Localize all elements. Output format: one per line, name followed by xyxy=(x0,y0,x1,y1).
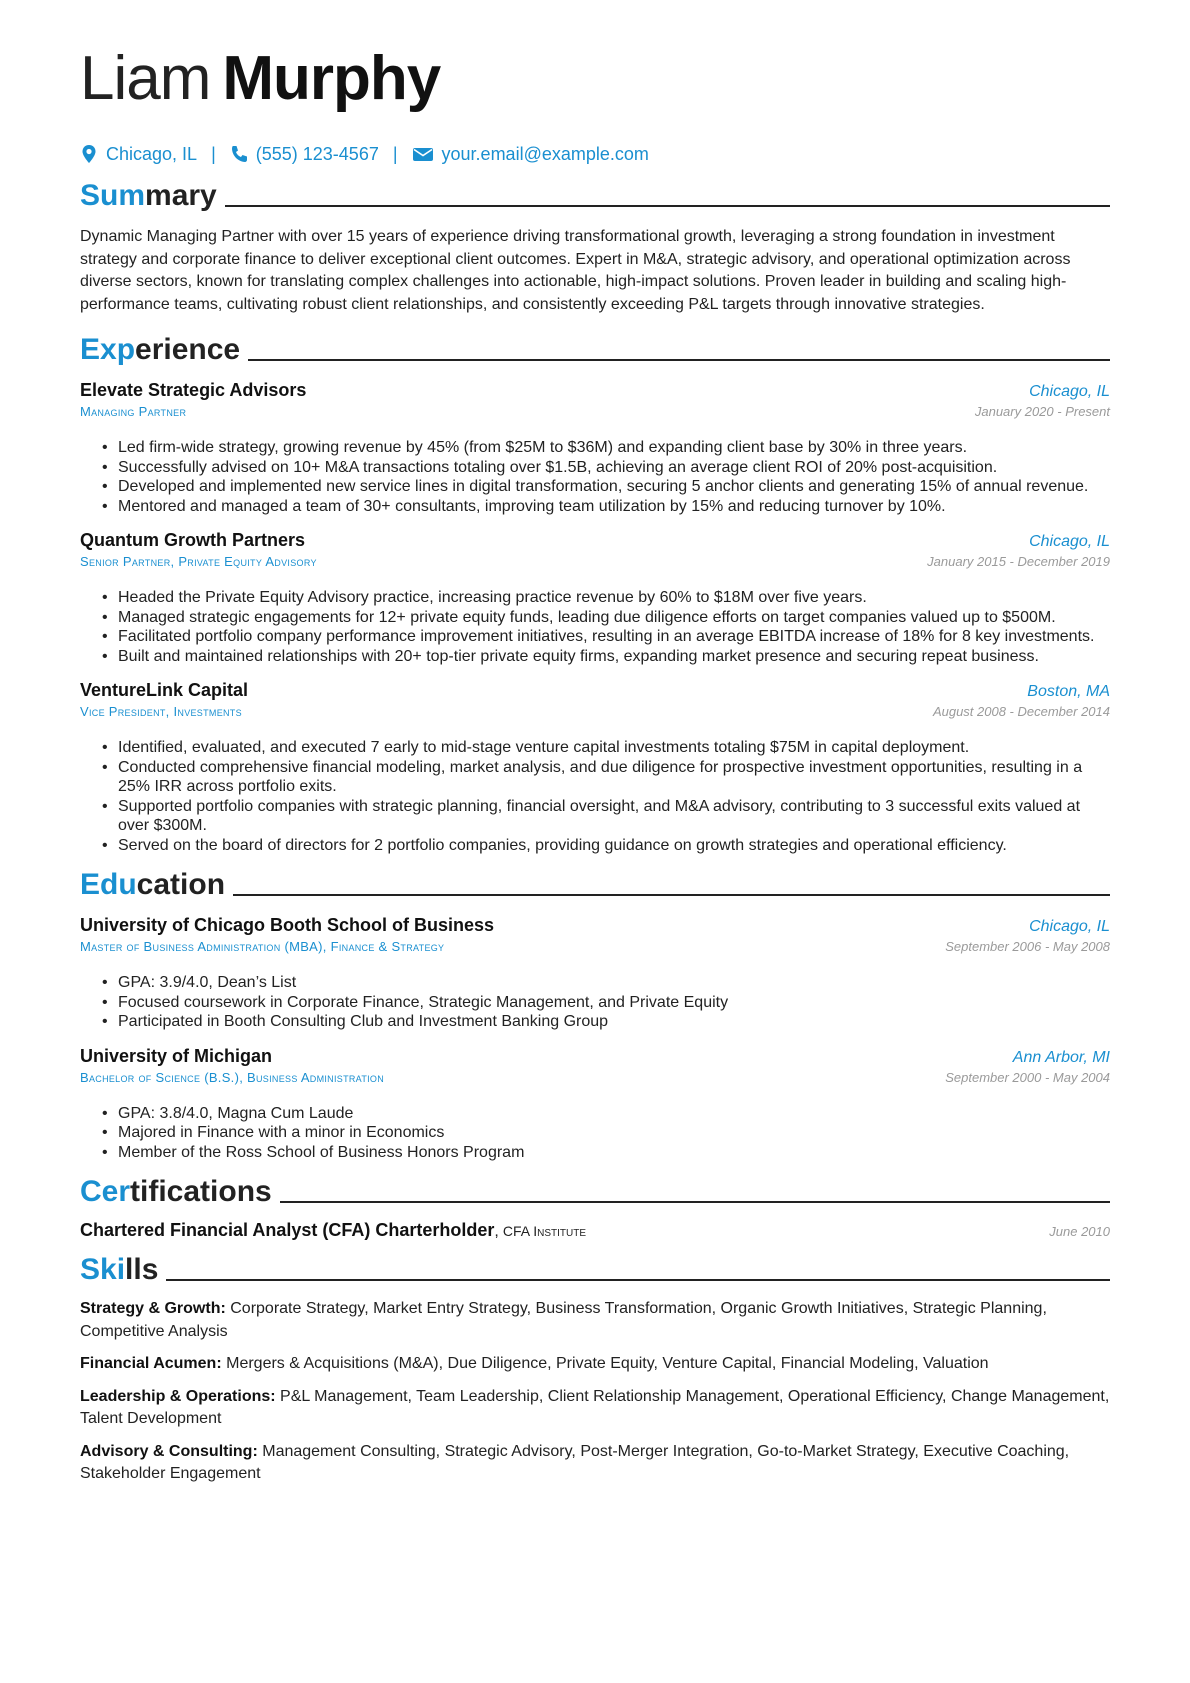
heading-rule xyxy=(225,205,1110,207)
skill-group xyxy=(80,1386,1110,1431)
list-item: • Led firm-wide strategy, growing revenue by 45% (from $25M to $36M) and expanding client base by 30% in three years. xyxy=(80,438,1110,458)
list-item: • Conducted comprehensive financial modeling, market analysis, and due diligence for prospective investment opportunities, resulting in a 25% IRR across portfolio exits. xyxy=(80,758,1110,797)
phone-text: (555) 123-4567 xyxy=(255,143,379,164)
experience-entry xyxy=(80,380,1110,516)
candidate-name xyxy=(80,0,1110,118)
first-name: Liam xyxy=(80,44,211,113)
education-detail-list xyxy=(80,973,1110,1032)
experience-heading xyxy=(80,328,1110,368)
list-item: • Participated in Booth Consulting Club and Investment Banking Group xyxy=(80,1012,1110,1032)
summary-text: Dynamic Managing Partner with over 15 years of experience driving transformational growth, leveraging a strong foundation in investment strategy and corporate finance to deliver exceptional client outcomes. Expert in M&A, strategic advisory, and operational optimization across diverse sectors, known for translating complex challenges into actionable, high-impact solutions. Proven leader in building and scaling high-performance teams, cultivating robust client relationships, and consistently exceeding P&L targets through innovative strategies. xyxy=(80,228,1071,313)
school-name: University of Michigan xyxy=(80,1045,273,1066)
education-entry xyxy=(80,1046,1110,1163)
achievement-list xyxy=(80,438,1110,516)
contact-email[interactable] xyxy=(412,144,649,165)
heading-accent: Exp xyxy=(80,333,136,366)
skill-items: Mergers & Acquisitions (M&A), Due Diligence, Private Equity, Venture Capital, Financial Modeling, Valuation xyxy=(226,1355,989,1372)
contact-location xyxy=(80,144,197,165)
job-title: Senior Partner, Private Equity Advisory xyxy=(80,554,317,569)
degree-title: Bachelor of Science (B.S.), Business Administration xyxy=(80,1069,385,1085)
heading-accent: Sum xyxy=(80,179,146,212)
heading-rest: erience xyxy=(135,333,241,366)
list-item: • Built and maintained relationships with 20+ top-tier private equity firms, expanding market presence and securing repeat business. xyxy=(80,647,1110,667)
email-link: your.email@example.com xyxy=(441,143,649,164)
company-name: Quantum Growth Partners xyxy=(80,530,306,550)
heading-rest: lls xyxy=(125,1253,159,1286)
certification-date: June 2010 xyxy=(1049,1224,1110,1239)
certification-issuer: CFA Institute xyxy=(502,1223,586,1239)
contact-line xyxy=(80,140,1110,168)
list-item: • Served on the board of directors for 2 portfolio companies, providing guidance on growth strategies and operational efficiency. xyxy=(80,836,1110,856)
skill-category: Financial Acumen: xyxy=(80,1355,222,1372)
education-heading xyxy=(80,863,1110,903)
skill-category: Strategy & Growth: xyxy=(80,1300,226,1317)
experience-entry xyxy=(80,680,1110,855)
certification-name: Chartered Financial Analyst (CFA) Charterholder xyxy=(80,1220,495,1240)
heading-rule xyxy=(248,359,1110,361)
skill-items: P&L Management, Team Leadership, Client Relationship Management, Operational Efficiency, Change Management, Talent Development xyxy=(80,1387,1110,1427)
heading-accent: Cer xyxy=(80,1175,131,1208)
list-item: • Developed and implemented new service lines in digital transformation, securing 5 anchor clients and generating 15% of annual revenue. xyxy=(80,477,1110,497)
list-item: • Facilitated portfolio company performance improvement initiatives, resulting in an average EBITDA increase of 18% for 8 key investments. xyxy=(80,627,1110,647)
heading-rest: cation xyxy=(136,868,226,901)
job-title: Vice President, Investments xyxy=(80,704,242,719)
entry-location: Chicago, IL xyxy=(1029,918,1110,935)
entry-dates: January 2020 - Present xyxy=(974,404,1110,419)
list-item: • Supported portfolio companies with strategic planning, financial oversight, and M&A advisory, contributing to 3 successful exits valued at over $300M. xyxy=(80,797,1110,836)
heading-rest: tifications xyxy=(130,1175,272,1208)
list-item: • Focused coursework in Corporate Finance, Strategic Management, and Private Equity xyxy=(80,993,1110,1013)
entry-location: Ann Arbor, MI xyxy=(1012,1048,1110,1066)
entry-dates: September 2000 - May 2004 xyxy=(945,1069,1110,1085)
list-item: • Majored in Finance with a minor in Economics xyxy=(80,1123,1110,1143)
heading-rule xyxy=(233,894,1110,896)
entry-dates: August 2008 - December 2014 xyxy=(932,704,1110,719)
certifications-heading xyxy=(80,1170,1110,1210)
achievement-list xyxy=(80,738,1110,855)
skill-category: Advisory & Consulting: xyxy=(80,1442,258,1460)
list-item: • GPA: 3.8/4.0, Magna Cum Laude xyxy=(80,1104,1110,1124)
list-item: • GPA: 3.9/4.0, Dean’s List xyxy=(80,973,1110,993)
envelope-icon xyxy=(412,144,434,164)
list-item: • Managed strategic engagements for 12+ private equity funds, leading due diligence efforts on target companies valued up to $500M. xyxy=(80,608,1110,628)
list-item: • Headed the Private Equity Advisory practice, increasing practice revenue by 60% to $18M over five years. xyxy=(80,588,1110,608)
heading-rule xyxy=(280,1201,1110,1203)
list-item: • Mentored and managed a team of 30+ consultants, improving team utilization by 15% and reducing turnover by 10%. xyxy=(80,497,1110,517)
entry-dates: September 2006 - May 2008 xyxy=(945,939,1110,954)
phone-icon xyxy=(230,144,248,164)
company-name: Elevate Strategic Advisors xyxy=(80,380,307,400)
skill-group xyxy=(80,1298,1110,1343)
contact-phone[interactable] xyxy=(230,144,379,165)
school-name: University of Chicago Booth School of Business xyxy=(80,915,495,935)
skill-items: Corporate Strategy, Market Entry Strategy, Business Transformation, Organic Growth Initiatives, Strategic Planning, Competitive Analysis xyxy=(80,1300,1047,1340)
list-item: • Successfully advised on 10+ M&A transactions totaling over $1.5B, achieving an average client ROI of 20% post-acquisition. xyxy=(80,458,1110,478)
degree-title: Master of Business Administration (MBA), Finance & Strategy xyxy=(80,939,445,954)
heading-accent: Ski xyxy=(80,1253,126,1286)
company-name: VentureLink Capital xyxy=(80,680,249,700)
certification-item xyxy=(80,1220,1110,1246)
entry-location: Chicago, IL xyxy=(1029,383,1110,400)
list-item: • Identified, evaluated, and executed 7 early to mid-stage venture capital investments totaling $75M in capital deployment. xyxy=(80,738,1110,758)
last-name: Murphy xyxy=(222,44,441,113)
contact-separator: | xyxy=(392,143,398,164)
education-detail-list xyxy=(80,1104,1110,1163)
map-pin-icon xyxy=(80,144,98,164)
heading-rest: mary xyxy=(145,179,217,212)
education-entry xyxy=(80,915,1110,1032)
summary-heading xyxy=(80,174,1110,214)
skills-heading xyxy=(80,1248,1110,1288)
entry-location: Boston, MA xyxy=(1027,683,1110,700)
contact-separator: | xyxy=(211,143,216,164)
skill-group xyxy=(80,1441,1110,1486)
experience-entry xyxy=(80,530,1110,666)
heading-rule xyxy=(166,1279,1110,1281)
entry-location: Chicago, IL xyxy=(1029,533,1110,550)
entry-dates: January 2015 - December 2019 xyxy=(927,554,1110,569)
achievement-list xyxy=(80,588,1110,666)
list-item: • Member of the Ross School of Business Honors Program xyxy=(80,1143,1110,1163)
heading-accent: Edu xyxy=(80,868,137,901)
skill-items: Management Consulting, Strategic Advisory, Post-Merger Integration, Go-to-Market Strategy, Executive Coaching, Stakeholder Engagement xyxy=(80,1442,1070,1482)
skill-group xyxy=(80,1353,1110,1376)
certification-separator: , xyxy=(494,1223,499,1240)
skill-category: Leadership & Operations: xyxy=(80,1387,276,1405)
job-title: Managing Partner xyxy=(80,404,187,419)
location-text: Chicago, IL xyxy=(106,143,198,164)
